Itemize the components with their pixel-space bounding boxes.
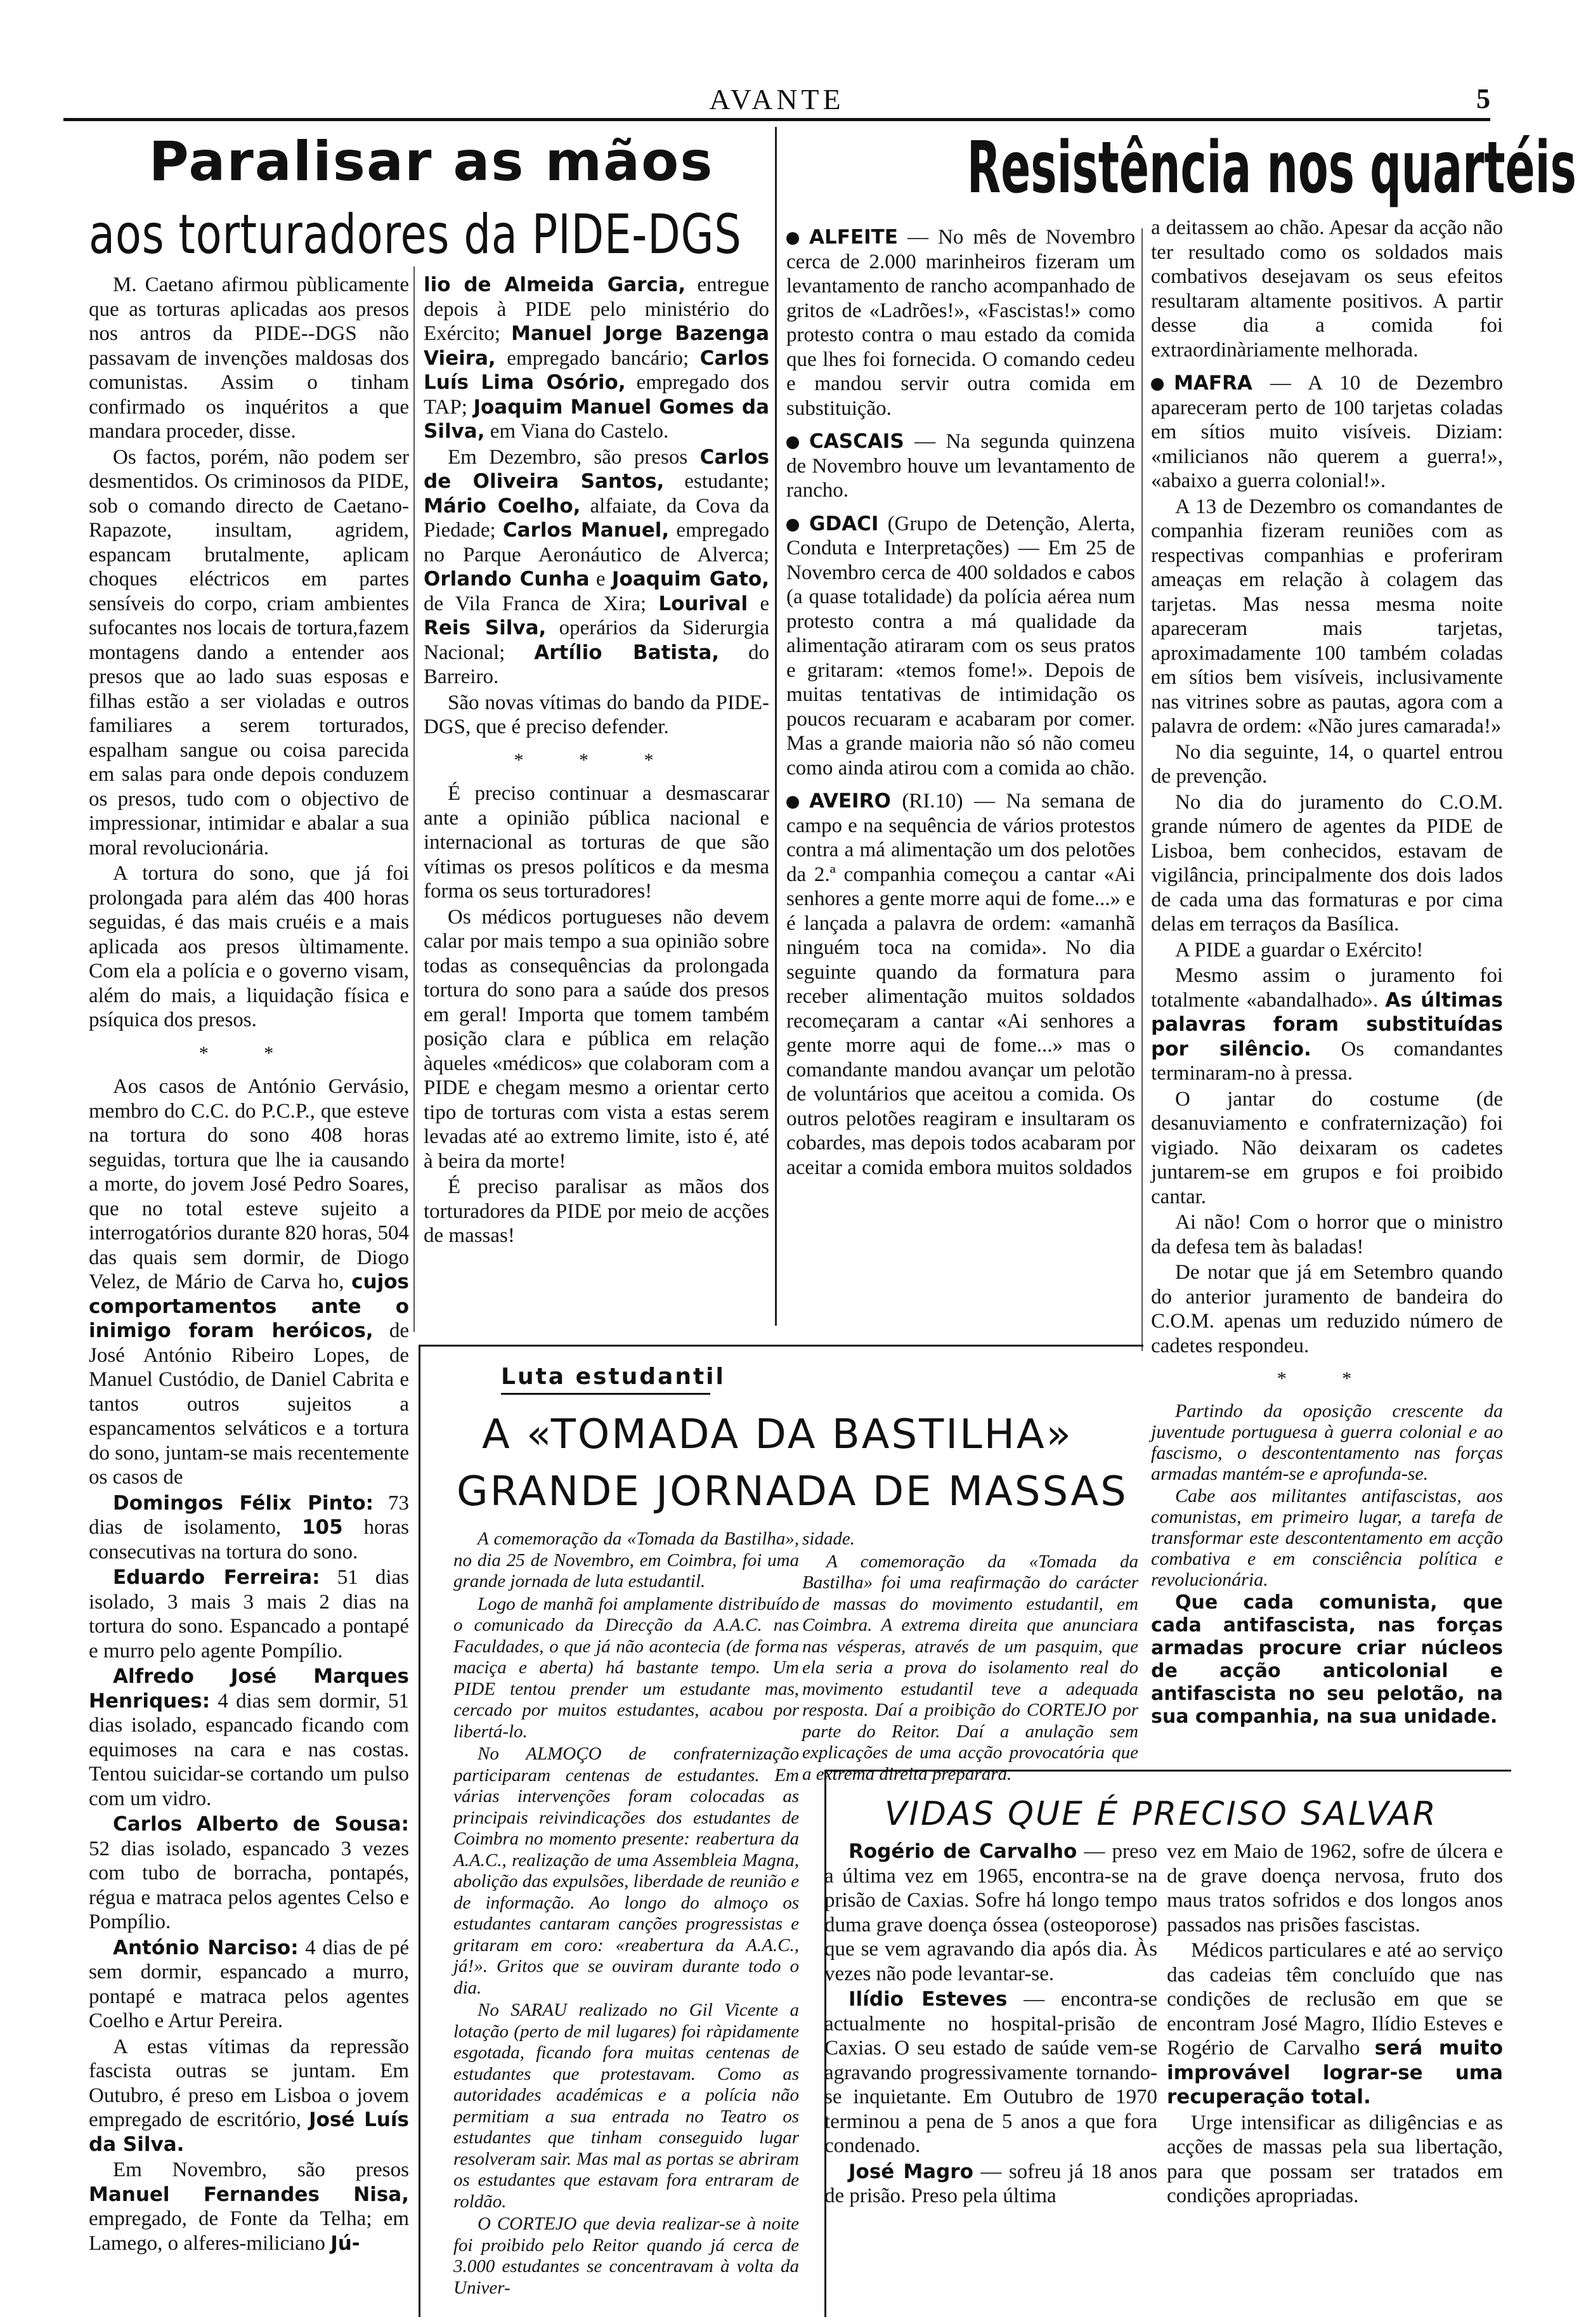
paragraph: vez em Maio de 1962, sofre de úlcera e de grave doença nervosa, fruto dos maus tratos sofridos e dos longos anos passados nas prisões fascistas. (1167, 1840, 1503, 1936)
paragraph (824, 2160, 1157, 2209)
paragraph (824, 1839, 1157, 1986)
text-run: empregado bancário; (507, 346, 689, 370)
paragraph: A PIDE a guardar o Exército! (1175, 938, 1424, 962)
paragraph (824, 1987, 1157, 2158)
prisoner-name: Mário Coelho, (424, 494, 581, 518)
prisoner-name: Eduardo Ferreira: (113, 1566, 320, 1589)
section-separator: * * (198, 1042, 299, 1064)
kicker-underline (501, 1393, 710, 1395)
paragraph: A comemoração da «Tomada da Bastilha» foi uma reafirmação do carácter de massas do movimento estudantil, em Coimbra. A extrema direita que anunciara nas vésperas, através de um pasquim, que ela seria a prova do isolamento real do movimento estudantil teve a adequada resposta. Daí a proibição do CORTEJO por parte do Reitor. Daí a anulação sem explicações de uma acção provocatória que a extrema direita preparara. (802, 1551, 1138, 1784)
prisoner-name: Carlos Alberto de Sousa: (113, 1813, 409, 1836)
paragraph: No dia seguinte, 14, o quartel entrou de prevenção. (1151, 740, 1503, 788)
location-name: MAFRA (1174, 372, 1252, 395)
vidas-column-1 (824, 1839, 1157, 2309)
left-article-column-2 (424, 273, 769, 1345)
masthead (63, 82, 1490, 121)
text-run: (RI.10) — Na semana de campo e na sequência de vários protestos contra a má alimentação um dos pelotões da 2.ª companhia começou a cantar «Ai senhores a gente morre aqui de fome...» e é lançada a palavra de ordem: «amanhã ninguém toca na comida». No dia seguinte quando da formatura para receber alimentação muitos soldados recomeçaram a cantar «Ai senhores a gente morre aqui de fome...» mas o comandante mandou avançar um pelotão de voluntários que aceitou a comida. Os outros pelotões reagiram e insultaram os cobardes, mas depois todos acabaram por aceitar a comida embora muitos soldados (786, 790, 1136, 1179)
luta-headline-1: A «TOMADA DA BASTILHA» (482, 1411, 1073, 1458)
text-run: 4 dias sem dormir, 51 dias isolado, espancado ficando com equimoses na cara e nas costas. Tentou suicidar-se cortando um pulso com um vidro. (89, 1689, 410, 1810)
paragraph (89, 1664, 409, 1811)
paragraph: sidade. (802, 1529, 855, 1549)
prisoner-name: António Narciso: (113, 1936, 299, 1959)
right-article-column-2 (1151, 216, 1503, 1744)
paragraph: A comemoração da «Tomada da Bastilha», no dia 25 de Novembro, em Coimbra, foi uma grande jornada de luta estudantil. (453, 1529, 799, 1591)
paragraph (89, 1491, 409, 1565)
paragraph (89, 1074, 409, 1490)
section-separator: * * * (514, 749, 679, 771)
column-divider-right (1141, 228, 1143, 1351)
paragraph: Partindo da oposição crescente da juventude portuguesa à guerra colonial e ao fascismo, o descontentamento nas forças armadas mantém-se e aprofunda-se. (1151, 1400, 1503, 1484)
text-run: — Na segunda quinzena de Novembro houve um levantamento de rancho. (786, 430, 1135, 502)
text-run: empregado dos TAP; (424, 371, 769, 419)
text-run: e (760, 592, 770, 615)
paragraph: Logo de manhã foi amplamente distribuído o comunicado da Direcção da A.A.C. nas Faculdades, o que já não acontecia (de forma maciça e aberta) há bastante tempo. Um PIDE tentou prender um estudante mas, cercado por muitos estudantes, acabou por libertá-lo. (453, 1593, 799, 1742)
paragraph: Os médicos portugueses não devem calar por mais tempo a sua opinião sobre todas as consequências da prolongada tortura do sono para a saúde dos presos em geral! Importa que tomem também posição clara e pública em relação àqueles «médicos» que colaboram com a PIDE e chegam mesmo a orientar certo tipo de torturas com vista a estas serem levadas até ao extremo limite, isto é, até à beira da morte! (424, 905, 769, 1173)
masthead-title: AVANTE (709, 83, 845, 115)
paragraph (786, 225, 1135, 421)
paragraph: M. Caetano afirmou pùblicamente que as torturas aplicadas aos presos nos antros da PIDE--DGS não passavam de invenções maldosas dos comunistas. Assim o tinham confirmado os inquéritos a que mandara proceder, disse. (89, 273, 409, 443)
prisoner-name: Lourival (658, 592, 748, 615)
prisoner-name: Domingos Félix Pinto: (113, 1491, 374, 1515)
paragraph (786, 512, 1135, 781)
left-headline-2: aos torturadores da PIDE-DGS (89, 203, 742, 266)
paragraph (89, 2158, 409, 2255)
bullet-icon (786, 519, 799, 532)
prisoner-name: Alfredo José Marques Henriques: (89, 1665, 409, 1713)
location-name: AVEIRO (809, 790, 891, 813)
bold-text: cujos comportamentos ante o inimigo foram heróicos, (89, 1270, 409, 1342)
paragraph (786, 429, 1135, 503)
paragraph (89, 2035, 409, 2157)
text-run: Aos casos de António Gervásio, membro do C.C. do P.C.P., que esteve na tortura do sono 408 horas seguidas, tortura que lhe ia causando a morte, do jovem José Pedro Soares, que no total esteve sujeito a interrogatórios durante 820 horas, 504 das quais sem dormir, de Diogo Velez, de Mário de Carva ho, (89, 1075, 409, 1293)
prisoner-name: Carlos de Oliveira Santos, (424, 445, 769, 493)
text-run: e (595, 568, 606, 591)
right-headline: Resistência nos quartéis (966, 127, 1577, 209)
vidas-column-2 (1167, 1839, 1503, 2309)
text-run: — preso a última vez em 1965, encontra-se na prisão de Caxias. Sofre há longo tempo duma grave doença óssea (osteoporose) que se vem agravando dia após dia. Às vezes não pode levantar-se. (824, 1840, 1158, 1985)
paragraph: Cabe aos militantes antifascistas, aos comunistas, em primeiro lugar, a tarefa de transformar este descontentamento em acção combativa e em consciência política e revolucionária. (1151, 1485, 1503, 1590)
text-run: Em Novembro, são presos (113, 2158, 409, 2181)
bold-text: será muito improvável lograr-se uma recuperação total. (1167, 2037, 1504, 2108)
prisoner-name: Manuel Jorge Bazenga Vieira, (424, 322, 769, 370)
bold-number: 105 (301, 1516, 343, 1539)
left-article-column-1 (89, 273, 410, 2255)
prisoner-name: Carlos Luís Lima Osório, (424, 346, 770, 394)
paragraph: No ALMOÇO de confraternização participaram centenas de estudantes. Em várias intervenções foram colocadas as principais reivindicações dos estudantes de Coimbra no momento presente: reabertura da A.A.C., realização de uma Assembleia Magna, abolição das expulsões, liberdade de reunião e de informação. Ao longo do almoço os estudantes cantaram canções progressistas e gritaram em coro: «reabertura da A.A.C., já!». Gritos que se ouviram durante todo o dia. (453, 1744, 799, 1998)
left-headline-1: Paralisar as mãos (148, 130, 714, 193)
prisoner-name: Artílio Batista, (534, 641, 720, 664)
bullet-icon (786, 232, 799, 245)
prisoner-name: Rogério de Carvalho (849, 1840, 1077, 1863)
section-separator: * * (1277, 1368, 1377, 1389)
paragraph: a deitassem ao chão. Apesar da acção não ter resultado como os soldados mais combativos desejavam os seus efeitos resultaram altamente positivos. A partir desse dia a comida foi extraordinàriamente melhorada. (1151, 216, 1503, 362)
paragraph: A tortura do sono, que já foi prolongada para além das 400 horas seguidas, é das mais cruéis e a mais aplicada aos presos ùltimamente. Com ela a polícia e o governo visam, além do mais, a liquidação física e psíquica dos presos. (89, 862, 409, 1031)
text-run: estudante; (684, 470, 769, 493)
text-run: (Grupo de Detenção, Alerta, Conduta e Interpretações) — Em 25 de Novembro cerca de 400 soldados e cabos (a quase totalidade) da polícia aérea num protesto contra a má qualidade da alimentação atiraram com os seus pratos e gritaram: «temos fome!». Depois de muitas tentativas de intimidação os poucos recuaram e acabaram por comer. Mas a grande maioria não só não comeu como ainda atirou com a comida ao chão. (786, 512, 1135, 780)
bullet-icon (786, 796, 799, 809)
vidas-headline: VIDAS QUE É PRECISO SALVAR (885, 1795, 1438, 1833)
page-number: 5 (1476, 83, 1490, 114)
text-run: Mesmo assim o juramento foi totalmente «abandalhado». (1151, 964, 1503, 1012)
luta-column-2 (802, 1529, 1138, 1782)
text-run: A estas vítimas da repressão fascista outras se juntam. Em Outubro, é preso em Lisboa o jovem empregado de escritório, (89, 2035, 409, 2131)
paragraph (1167, 1938, 1503, 2110)
text-run: em Viana do Castelo. (490, 420, 669, 443)
text-run: de Vila Franca de Xira; (424, 592, 647, 615)
text-run: do Barreiro. (424, 641, 770, 688)
paragraph: No SARAU realizado no Gil Vicente a lotação (perto de mil lugares) foi ràpidamente esgotada, ficando fora muitas centenas de estudantes que protestavam. Como as autoridades académicas e a polícia não permitiam a sua entrada no Teatro os estudantes que tinham conseguido lugar resolveram sair. Mas mal as portas se abriram os estudantes que estavam fora entraram de roldão. (453, 2000, 799, 2212)
text-run: horas consecutivas na tortura do sono. (89, 1516, 409, 1563)
text-run: — encontra-se actualmente no hospital-prisão de Caxias. O seu estado de saúde vem-se agravando progressivamente tornando-se inquietante. Em Outubro de 1970 terminou a pena de 5 anos a que fora condenado. (824, 1988, 1158, 2157)
text-run: Os comandantes terminaram-no à pressa. (1151, 1037, 1503, 1085)
text-run: Em Dezembro, são presos (448, 445, 688, 469)
text-run: de José António Ribeiro Lopes, de Manuel Custódio, de Daniel Cabrita e tantos outros sujeitos a espancamentos selváticos e a tortura do sono, juntam-se mais recentemente os casos de (89, 1319, 409, 1489)
paragraph: Ai não! Com o horror que o ministro da defesa tem às baladas! (1151, 1211, 1503, 1258)
paragraph: Os factos, porém, não podem ser desmentidos. Os criminosos da PIDE, sob o comando directo de Caetano-Rapazote, insultam, agridem, espancam brutalmente, aplicam choques eléctricos em partes sensíveis do corpo, criam ambientes sufocantes nos locais de tortura,fazem montagens dando a entender aos presos que ao lado suas esposas e filhas estão a ser violadas e outros familiares a serem torturados, espalham sangue ou coisa parecida em salas para onde depois conduzem os presos, tudo com o objectivo de impressionar, intimidar e abalar a sua moral revolucionária. (89, 445, 409, 859)
text-run: empregado, de Fonte da Telha; em Lamego, o alferes-miliciano (89, 2207, 409, 2255)
paragraph (89, 1936, 409, 2034)
paragraph: Que cada comunista, que cada antifascista, nas forças armadas procure criar núcleos de acção anticolonial e antifascista no seu pelotão, na sua companhia, na sua unidade. (1151, 1591, 1503, 1728)
bold-text: As últimas palavras foram substituídas por silêncio. (1151, 988, 1503, 1061)
right-article-column-1 (786, 225, 1135, 1329)
paragraph (424, 273, 769, 444)
paragraph (1151, 371, 1503, 493)
text-run: Médicos particulares e até ao serviço das cadeias têm concluído que nas condições de reclusão em que se encontram José Magro, Ilídio Esteves e Rogério de Carvalho (1167, 1939, 1503, 2060)
paragraph: Urge intensificar as diligências e as acções de massas pela sua libertação, para que possam ser tratados em condições apropriadas. (1167, 2111, 1503, 2207)
prisoner-name: Reis Silva, (424, 617, 547, 639)
text-run: — A 10 de Dezembro apareceram perto de 100 tarjetas coladas em sítios muito visíveis. Diziam: «milicianos não querem a guerra!», «abaixo a guerra colonial!». (1151, 372, 1503, 492)
paragraph (424, 445, 769, 689)
paragraph (89, 1812, 409, 1935)
text-run: entregue depois à PIDE pelo ministério do Exército; (424, 273, 770, 345)
text-run: 4 dias de pé sem dormir, espancado a murro, pontapé e matraca pelos agentes Coelho e Artur Pereira. (89, 1936, 410, 2032)
bullet-icon (1151, 378, 1164, 391)
prisoner-name: Carlos Manuel, (502, 519, 670, 542)
prisoner-name: Manuel Fernandes Nisa, (89, 2183, 409, 2206)
text-run: alfaiate, da Cova da Piedade; (424, 494, 769, 542)
paragraph: São novas vítimas do bando da PIDE-DGS, que é preciso defender. (424, 691, 769, 738)
location-name: GDACI (809, 512, 879, 535)
prisoner-name: lio de Almeida Garcia, (424, 273, 686, 296)
prisoner-name: José Luís da Silva. (89, 2108, 409, 2156)
luta-column-1 (453, 1529, 799, 2298)
prisoner-name: José Magro (849, 2160, 973, 2183)
paragraph (89, 1565, 409, 1663)
prisoner-name: Ilídio Esteves (849, 1988, 1008, 2011)
text-run: 52 dias isolado, espancado 3 vezes com tubo de borracha, pontapés, régua e matraca pelos agentes Celso e Pompílio. (89, 1837, 409, 1933)
paragraph: O jantar do costume (de desanuviamento e confraternização) foi vigiado. Não deixaram os cadetes juntarem-se em grupos e foi proibido cantar. (1151, 1087, 1503, 1208)
paragraph: É preciso continuar a desmascarar ante a opinião pública nacional e internacional as torturas de que são vítimas os presos políticos e da mesma forma os seus torturadores! (424, 782, 769, 903)
prisoner-name: Joaquim Manuel Gomes da Silva, (424, 395, 769, 443)
text-run: 73 dias de isolamento, (89, 1491, 409, 1539)
text-run: 51 dias isolado, 3 mais 3 mais 2 dias na tortura do sono. Espancado a pontapé e murro pelo agente Pompílio. (89, 1566, 409, 1662)
masthead-rule (63, 118, 1490, 121)
paragraph: O CORTEJO que devia realizar-se à noite foi proibido pelo Reitor quando já cerca de 3.000 estudantes se concentravam à volta da Univer- (453, 2214, 799, 2298)
luta-headline-2: GRANDE JORNADA DE MASSAS (457, 1468, 1128, 1515)
text-run: empregado no Parque Aeronáutico de Alverca; (424, 519, 770, 566)
paragraph: No dia do juramento do C.O.M. grande número de agentes da PIDE de Lisboa, bem conhecidos, estavam de vigilância, principalmente dos dois lados de cada uma das formaturas e por cima delas em terraços da Basílica. (1151, 790, 1503, 936)
column-divider-center (775, 127, 777, 1326)
luta-kicker: Luta estudantil (501, 1364, 725, 1390)
location-name: ALFEITE (809, 226, 898, 249)
location-name: CASCAIS (809, 430, 904, 453)
prisoner-name: Jú- (330, 2231, 360, 2255)
bullet-icon (786, 436, 799, 449)
prisoner-name: Joaquim Gato, (611, 568, 769, 591)
prisoner-name: Orlando Cunha (424, 568, 590, 591)
paragraph (1151, 963, 1503, 1086)
text-run: — sofreu já 18 anos de prisão. Preso pela última (824, 2160, 1157, 2207)
paragraph (786, 789, 1135, 1180)
text-run: operários da Siderurgia Nacional; (424, 617, 770, 664)
paragraph: A 13 de Dezembro os comandantes de companhia fizeram reuniões com as respectivas companhias e proferiram ameaças em relação à colagem das tarjetas. Mas nessa mesma noite apareceram mais tarjetas, aproximadamente 100 também coladas em sítios bem visíveis, inclusivamente nas vitrines sobre as pautas, agora com a palavra de ordem: «Não jures camarada!» (1151, 495, 1503, 738)
paragraph: É preciso paralisar as mãos dos torturadores da PIDE por meio de acções de massas! (424, 1175, 769, 1247)
column-divider-left (413, 266, 415, 1332)
text-run: — No mês de Novembro cerca de 2.000 marinheiros fizeram um levantamento de rancho acompanhado de gritos de «Ladrões!», «Fascistas!» como protesto contra o mau estado da comida que lhes foi fornecida. O comando cedeu e mandou servir outra comida em substituição. (786, 226, 1136, 420)
paragraph: De notar que já em Setembro quando do anterior juramento de bandeira do C.O.M. apenas um reduzido número de cadetes respondeu. (1151, 1261, 1503, 1357)
